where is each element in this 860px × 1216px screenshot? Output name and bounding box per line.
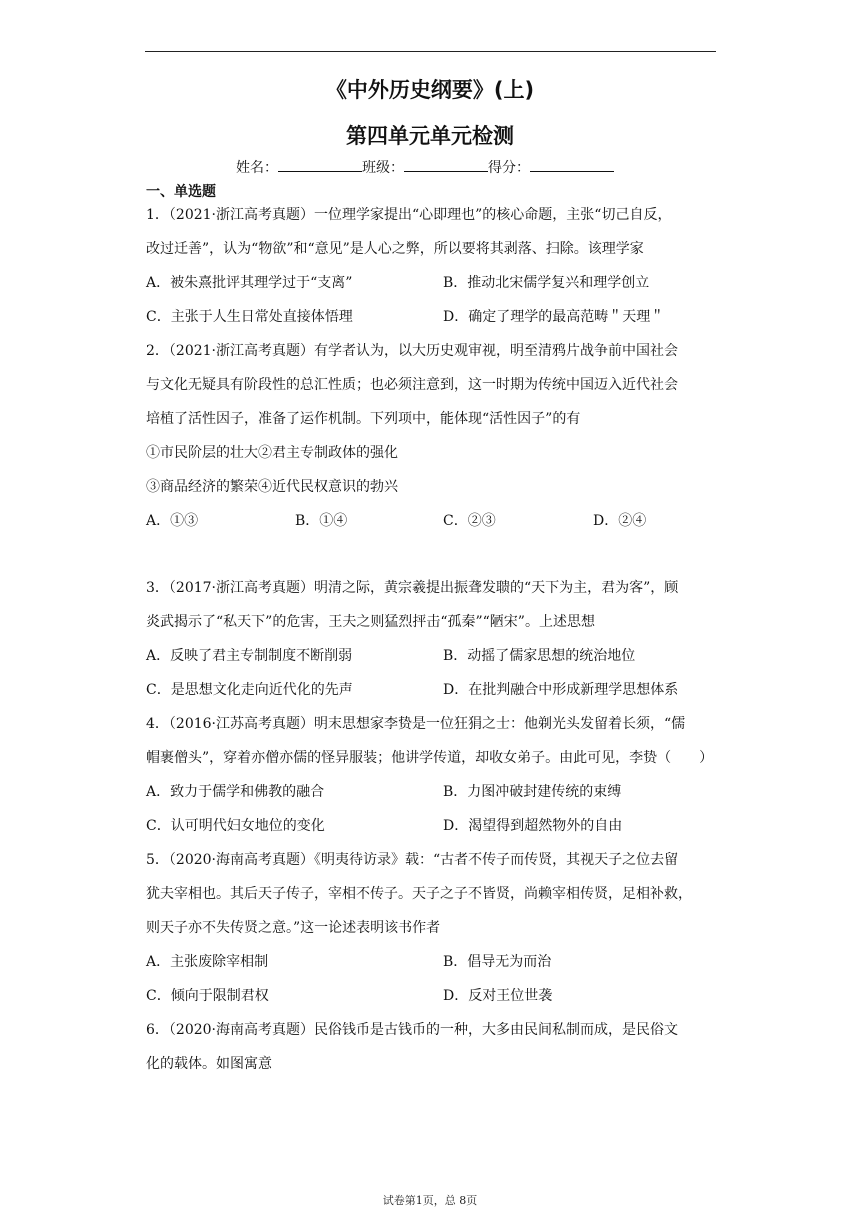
question-3-option-a[interactable]: A．反映了君主专制制度不断削弱 xyxy=(146,648,353,664)
document-subtitle: 第四单元单元检测 xyxy=(346,124,514,148)
question-2-option-b[interactable]: B．①④ xyxy=(295,513,348,529)
name-label: 姓名： xyxy=(236,160,278,176)
class-label: 班级： xyxy=(362,160,404,176)
question-5-line: 犹夫宰相也。其后天子传子，宰相不传子。天子之子不皆贤，尚赖宰相传贤，足相补救， xyxy=(146,886,692,902)
section-heading: 一、单选题 xyxy=(146,184,216,200)
question-2-statement: ③商品经济的繁荣④近代民权意识的勃兴 xyxy=(146,479,398,495)
question-6-line: 化的载体。如图寓意 xyxy=(146,1056,272,1072)
question-2-line: 培植了活性因子，准备了运作机制。下列项中，能体现“活性因子”的有 xyxy=(146,411,581,427)
question-4-line: 帽裹僧头”，穿着亦僧亦儒的怪异服装；他讲学传道，却收女弟子。由此可见，李贽（ ） xyxy=(146,750,714,766)
document-title: 《中外历史纲要》(上) xyxy=(325,78,535,102)
question-1-line: 1．（2021·浙江高考真题）一位理学家提出“心即理也”的核心命题，主张“切己自反， xyxy=(146,207,672,223)
question-5-line: 5．（2020·海南高考真题）《明夷待访录》载：“古者不传子而传贤，其视天子之位去留 xyxy=(146,852,679,868)
question-4-option-d[interactable]: D．渴望得到超然物外的自由 xyxy=(443,818,623,834)
question-3-line: 3．（2017·浙江高考真题）明清之际，黄宗羲提出振聋发聩的“天下为主，君为客”，顾 xyxy=(146,580,679,596)
question-5-option-d[interactable]: D．反对王位世袭 xyxy=(443,988,553,1004)
question-1-option-d[interactable]: D．确定了理学的最高范畴＂天理＂ xyxy=(443,309,665,325)
question-3-option-c[interactable]: C．是思想文化走向近代化的先声 xyxy=(146,682,353,698)
question-2-option-a[interactable]: A．①③ xyxy=(146,513,199,529)
question-2-line: 与文化无疑具有阶段性的总汇性质；也必须注意到，这一时期为传统中国迈入近代社会 xyxy=(146,377,678,393)
score-blank[interactable] xyxy=(530,159,614,172)
question-1-option-b[interactable]: B．推动北宋儒学复兴和理学创立 xyxy=(443,275,650,291)
question-1-option-c[interactable]: C．主张于人生日常处直接体悟理 xyxy=(146,309,353,325)
question-1-option-a[interactable]: A．被朱熹批评其理学过于“支离” xyxy=(146,275,353,291)
question-3-option-b[interactable]: B．动摇了儒家思想的统治地位 xyxy=(443,648,636,664)
question-1-line: 改过迁善”，认为“物欲”和“意见”是人心之弊，所以要将其剥落、扫除。该理学家 xyxy=(146,241,644,257)
question-4-line: 4．（2016·江苏高考真题）明末思想家李贽是一位狂狷之士：他剃光头发留着长须，“儒 xyxy=(146,716,686,732)
question-5-line: 则天子亦不失传贤之意。”这一论述表明该书作者 xyxy=(146,920,441,936)
student-info-line xyxy=(236,157,614,177)
question-4-option-a[interactable]: A．致力于儒学和佛教的融合 xyxy=(146,784,325,800)
question-5-option-b[interactable]: B．倡导无为而治 xyxy=(443,954,552,970)
question-3-line: 炎武揭示了“私天下”的危害，王夫之则猛烈抨击“孤秦”“陋宋”。上述思想 xyxy=(146,614,595,630)
question-2-statement: ①市民阶层的壮大②君主专制政体的强化 xyxy=(146,445,398,461)
question-4-option-c[interactable]: C．认可明代妇女地位的变化 xyxy=(146,818,325,834)
question-2-option-c[interactable]: C．②③ xyxy=(443,513,496,529)
question-2-line: 2．（2021·浙江高考真题）有学者认为，以大历史观审视，明至清鸦片战争前中国社会 xyxy=(146,343,678,359)
question-6-line: 6．（2020·海南高考真题）民俗钱币是古钱币的一种，大多由民间私制而成，是民俗文 xyxy=(146,1022,678,1038)
question-2-option-d[interactable]: D．②④ xyxy=(593,513,647,529)
question-3-option-d[interactable]: D．在批判融合中形成新理学思想体系 xyxy=(443,682,679,698)
question-5-option-c[interactable]: C．倾向于限制君权 xyxy=(146,988,269,1004)
page-footer: 试卷第1页，总 8页 xyxy=(382,1194,478,1207)
class-blank[interactable] xyxy=(404,159,488,172)
header-rule xyxy=(145,51,716,52)
score-label: 得分： xyxy=(488,160,530,176)
name-blank[interactable] xyxy=(278,159,362,172)
question-5-option-a[interactable]: A．主张废除宰相制 xyxy=(146,954,269,970)
question-4-option-b[interactable]: B．力图冲破封建传统的束缚 xyxy=(443,784,622,800)
